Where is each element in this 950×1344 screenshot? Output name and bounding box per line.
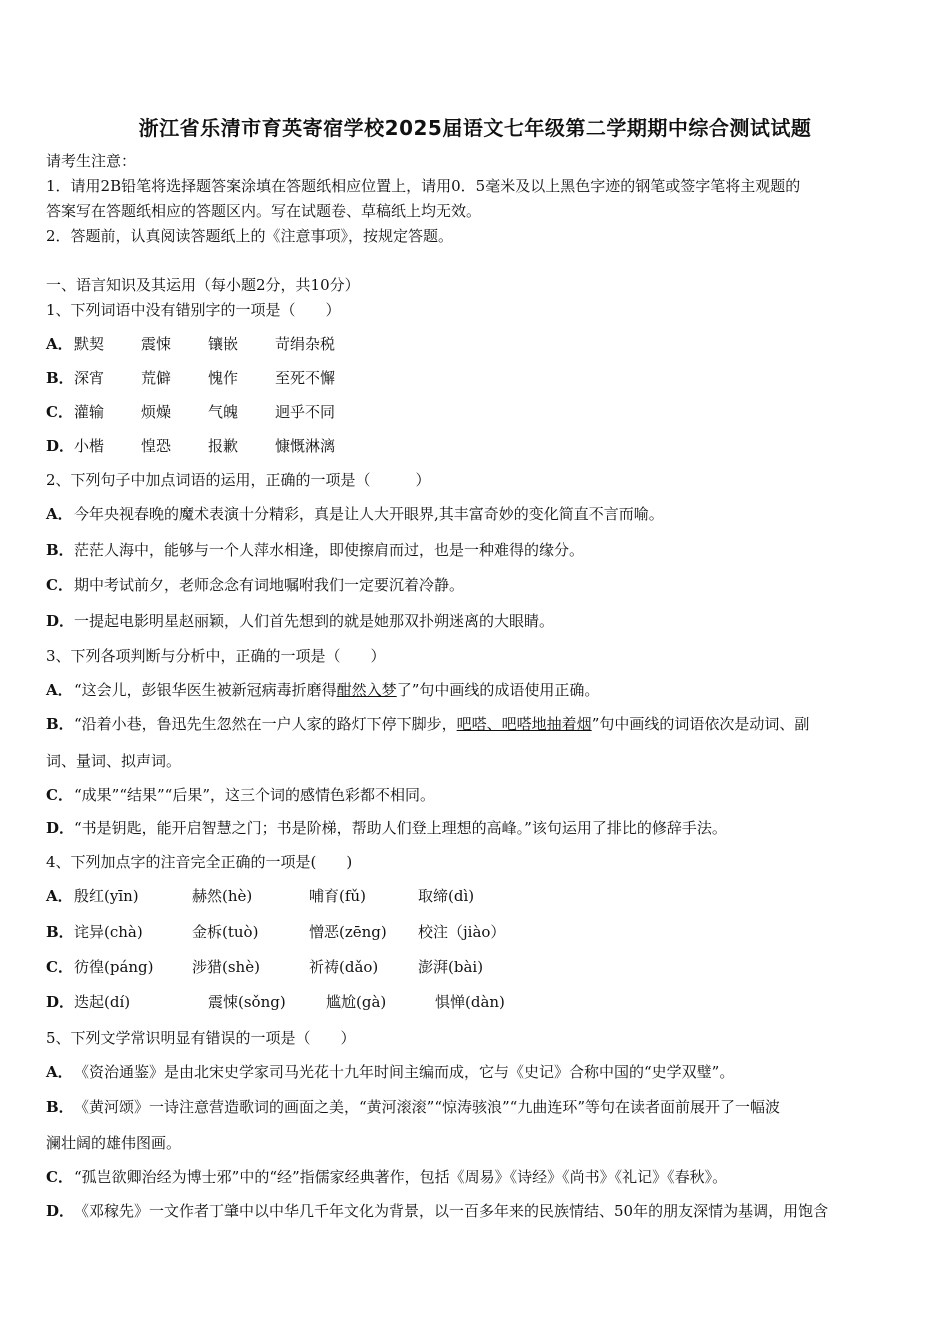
option-label: D． bbox=[46, 1202, 75, 1220]
q2-option-d bbox=[46, 611, 554, 631]
q1-b-word-3: 愧作 bbox=[208, 369, 239, 387]
q1-option-c bbox=[46, 402, 74, 422]
underlined-phrase: 酣然入梦 bbox=[336, 681, 397, 699]
q4-a-item-4: 取缔(dì) bbox=[418, 887, 475, 905]
option-text: 《资治通鉴》是由北宋史学家司马光花十九年时间主编而成，它与《史记》合称中国的“史学双璧”。 bbox=[74, 1063, 735, 1081]
q1-c-word-2: 烦燥 bbox=[141, 403, 172, 421]
q1-d-word-1: 小楷 bbox=[74, 437, 105, 455]
section-heading: 一、语言知识及其运用（每小题2分，共10分） bbox=[46, 276, 360, 294]
q4-option-c bbox=[46, 957, 74, 977]
q1-b-word-2: 荒僻 bbox=[141, 369, 172, 387]
q4-b-item-1: 诧异(chà) bbox=[74, 923, 143, 941]
q4-c-item-1: 彷徨(páng) bbox=[74, 958, 154, 976]
option-label: B． bbox=[46, 1098, 74, 1116]
q3-option-b-cont: 词、量词、拟声词。 bbox=[46, 752, 182, 770]
q4-a-item-3: 哺育(fǔ) bbox=[309, 887, 366, 905]
notice-item-1-cont: 答案写在答题纸相应的答题区内。写在试题卷、草稿纸上均无效。 bbox=[46, 202, 482, 220]
option-label: B． bbox=[46, 541, 74, 559]
q4-a-item-2: 赫然(hè) bbox=[192, 887, 253, 905]
q2-option-c bbox=[46, 575, 464, 595]
q3-option-c bbox=[46, 785, 435, 805]
option-label: D． bbox=[46, 612, 75, 630]
option-label: A． bbox=[46, 335, 73, 353]
option-text-end: ”句中画线的词语依次是动词、副 bbox=[591, 715, 810, 733]
q3-option-b bbox=[46, 714, 809, 734]
option-label: C． bbox=[46, 786, 73, 804]
option-text-end: 了”句中画线的成语使用正确。 bbox=[396, 681, 600, 699]
q3-option-d bbox=[46, 818, 727, 838]
q1-a-word-2: 震悚 bbox=[141, 335, 172, 353]
option-label: A． bbox=[46, 681, 73, 699]
q1-c-word-3: 气魄 bbox=[208, 403, 239, 421]
q2-option-a bbox=[46, 504, 664, 524]
q4-option-b bbox=[46, 922, 74, 942]
option-text: “书是钥匙，能开启智慧之门；书是阶梯，帮助人们登上理想的高峰。”该句运用了排比的修辞手法。 bbox=[74, 819, 727, 837]
q1-option-d bbox=[46, 436, 74, 456]
option-label: A． bbox=[46, 1063, 73, 1081]
option-label: A． bbox=[46, 505, 73, 523]
option-text: 茫茫人海中，能够与一个人萍水相逢，即使擦肩而过，也是一种难得的缘分。 bbox=[74, 541, 585, 559]
q4-c-item-2: 涉猎(shè) bbox=[192, 958, 260, 976]
q1-d-word-3: 报歉 bbox=[208, 437, 239, 455]
q4-d-item-2: 震悚(sǒng) bbox=[208, 993, 286, 1011]
q1-a-word-1: 默契 bbox=[74, 335, 105, 353]
q5-option-b bbox=[46, 1097, 780, 1117]
option-label: C． bbox=[46, 576, 73, 594]
notice-heading: 请考生注意： bbox=[46, 152, 137, 170]
option-text: “成果”“结果”“后果”，这三个词的感情色彩都不相同。 bbox=[74, 786, 436, 804]
question-1-stem: 1、下列词语中没有错别字的一项是（ ） bbox=[46, 301, 341, 319]
q5-option-c bbox=[46, 1167, 727, 1187]
option-label: B． bbox=[46, 715, 74, 733]
q4-d-item-1: 迭起(dí) bbox=[74, 993, 131, 1011]
notice-item-2: 2．答题前，认真阅读答题纸上的《注意事项》，按规定答题。 bbox=[46, 227, 454, 245]
option-text: “这会儿，彭银华医生被新冠病毒折磨得 bbox=[74, 681, 337, 699]
option-label: B． bbox=[46, 923, 74, 941]
option-label: D． bbox=[46, 993, 75, 1011]
q1-b-word-4: 至死不懈 bbox=[275, 369, 336, 387]
q1-d-word-2: 惶恐 bbox=[141, 437, 172, 455]
option-text: 今年央视春晚的魔术表演十分精彩，真是让人大开眼界,其丰富奇妙的变化简直不言而喻。 bbox=[74, 505, 664, 523]
question-4-stem: 4、下列加点字的注音完全正确的一项是( ) bbox=[46, 853, 353, 871]
q4-c-item-4: 澎湃(bài) bbox=[418, 958, 484, 976]
q4-option-a bbox=[46, 886, 74, 906]
q4-d-item-4: 惧惮(dàn) bbox=[435, 993, 505, 1011]
option-label: C． bbox=[46, 958, 73, 976]
q4-c-item-3: 祈祷(dǎo) bbox=[309, 958, 379, 976]
q1-d-word-4: 慷慨淋漓 bbox=[275, 437, 336, 455]
question-3-stem: 3、下列各项判断与分析中，正确的一项是（ ） bbox=[46, 647, 386, 665]
q1-b-word-1: 深宵 bbox=[74, 369, 105, 387]
option-text: 期中考试前夕，老师念念有词地嘱咐我们一定要沉着冷静。 bbox=[74, 576, 465, 594]
q2-option-b bbox=[46, 540, 584, 560]
option-text: 一提起电影明星赵丽颖，人们首先想到的就是她那双扑朔迷离的大眼睛。 bbox=[74, 612, 555, 630]
q1-c-word-1: 灌输 bbox=[74, 403, 105, 421]
option-text: “沿着小巷，鲁迅先生忽然在一户人家的路灯下停下脚步， bbox=[74, 715, 457, 733]
q5-option-d bbox=[46, 1201, 828, 1221]
question-5-stem: 5、下列文学常识明显有错误的一项是（ ） bbox=[46, 1029, 356, 1047]
option-text: “孤岂欲卿治经为博士邪”中的“经”指儒家经典著作，包括《周易》《诗经》《尚书》《礼记》《春秋》。 bbox=[74, 1168, 728, 1186]
q4-b-item-3: 憎恶(zēng) bbox=[309, 923, 387, 941]
option-label: D． bbox=[46, 819, 75, 837]
q1-option-b bbox=[46, 368, 74, 388]
question-2-stem: 2、下列句子中加点词语的运用，正确的一项是（ ） bbox=[46, 471, 431, 489]
option-label: C． bbox=[46, 1168, 73, 1186]
notice-item-1: 1．请用2B铅笔将选择题答案涂填在答题纸相应位置上，请用0．5毫米及以上黑色字迹的钢笔或签字笔将主观题的 bbox=[46, 177, 801, 195]
q4-b-item-2: 金柝(tuò) bbox=[192, 923, 259, 941]
q4-d-item-3: 尴尬(gà) bbox=[326, 993, 387, 1011]
q1-a-word-4: 苛绢杂税 bbox=[275, 335, 336, 353]
option-label: A． bbox=[46, 887, 73, 905]
q4-b-item-4: 校注（jiào） bbox=[418, 923, 506, 941]
q1-a-word-3: 镶嵌 bbox=[208, 335, 239, 353]
underlined-phrase: 吧嗒、吧嗒地抽着烟 bbox=[456, 715, 592, 733]
q4-a-item-1: 殷红(yīn) bbox=[74, 887, 139, 905]
option-label: B． bbox=[46, 369, 74, 387]
q1-c-word-4: 迥乎不同 bbox=[275, 403, 336, 421]
q5-option-b-cont: 澜壮阔的雄伟图画。 bbox=[46, 1134, 182, 1152]
q1-option-a bbox=[46, 334, 74, 354]
q3-option-a bbox=[46, 680, 599, 700]
option-text: 《黄河颂》一诗注意营造歌词的画面之美，“黄河滚滚”“惊涛骇浪”“九曲连环”等句在读者面前展开了一幅波 bbox=[74, 1098, 781, 1116]
option-label: D． bbox=[46, 437, 75, 455]
page-title: 浙江省乐清市育英寄宿学校2025届语文七年级第二学期期中综合测试试题 bbox=[138, 116, 812, 140]
q5-option-a bbox=[46, 1062, 734, 1082]
option-label: C． bbox=[46, 403, 73, 421]
option-text: 《邓稼先》一文作者丁肇中以中华几千年文化为背景，以一百多年来的民族情结、50年的朋友深情为基调，用饱含 bbox=[74, 1202, 829, 1220]
q4-option-d bbox=[46, 992, 74, 1012]
